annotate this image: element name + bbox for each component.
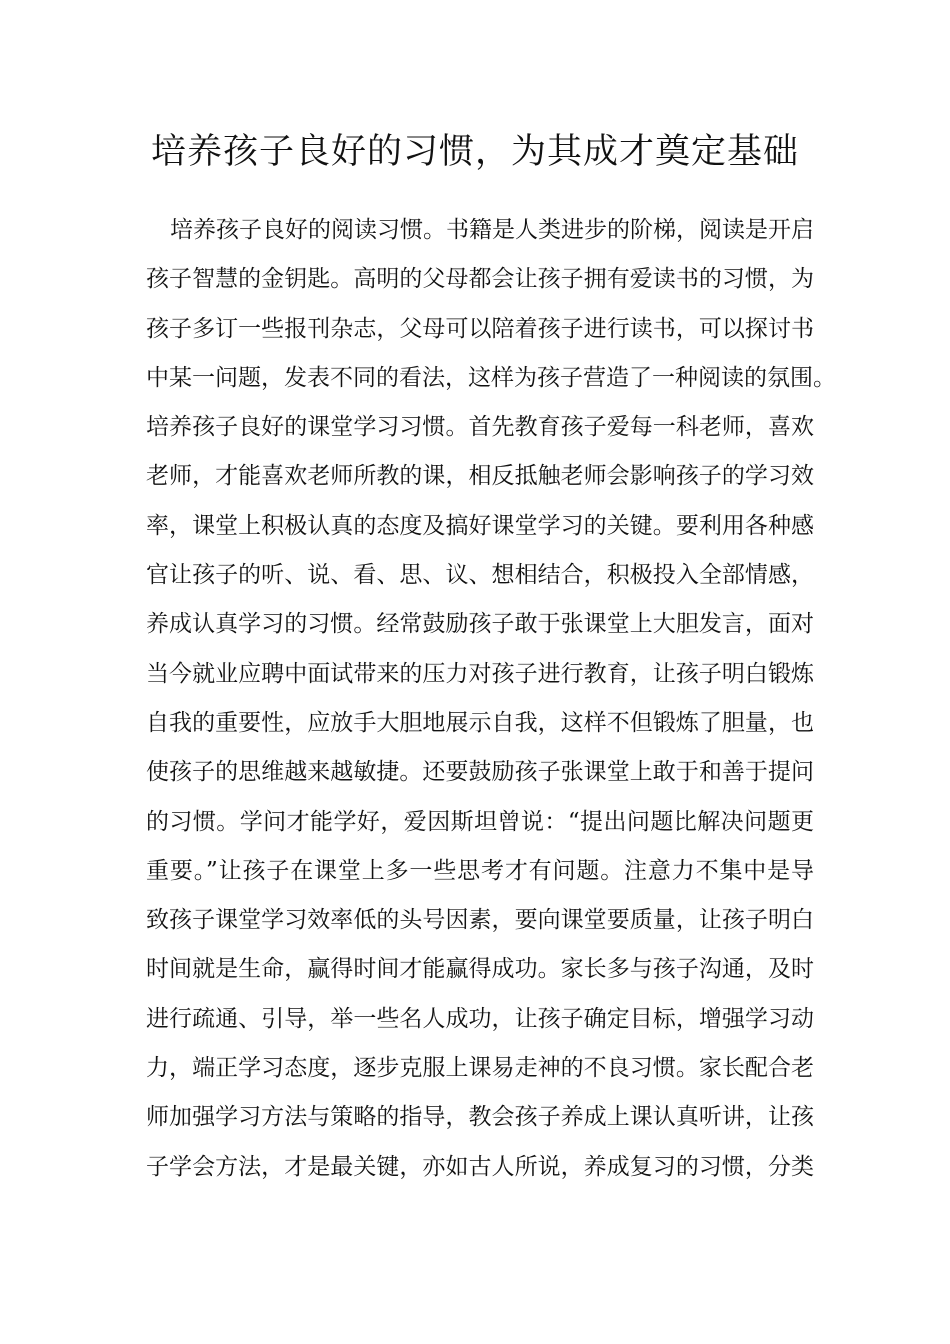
text-line: 培养孩子良好的课堂学习习惯。首先教育孩子爱每一科老师，喜欢: [146, 414, 814, 441]
text-line: 孩子多订一些报刊杂志，父母可以陪着孩子进行读书，可以探讨书: [146, 315, 814, 342]
document-title: 培养孩子良好的习惯，为其成才奠定基础: [150, 132, 799, 172]
text-line: 力，端正学习态度，逐步克服上课易走神的不良习惯。家长配合老: [146, 1055, 814, 1082]
text-line: 子学会方法，才是最关键，亦如古人所说，养成复习的习惯，分类: [146, 1153, 814, 1180]
text-line: 中某一问题，发表不同的看法，这样为孩子营造了一种阅读的氛围。: [146, 364, 836, 391]
text-line: 老师，才能喜欢老师所教的课，相反抵触老师会影响孩子的学习效: [146, 463, 814, 490]
text-line: 的习惯。学问才能学好，爱因斯坦曾说：“提出问题比解决问题更: [146, 808, 814, 835]
document-body: [146, 206, 836, 1192]
text-line: 官让孩子的听、说、看、思、议、想相结合，积极投入全部情感，: [146, 562, 814, 589]
text-line: 致孩子课堂学习效率低的头号因素，要向课堂要质量，让孩子明白: [146, 907, 814, 934]
text-line: 当今就业应聘中面试带来的压力对孩子进行教育，让孩子明白锻炼: [146, 660, 814, 687]
text-line: 培养孩子良好的阅读习惯。书籍是人类进步的阶梯，阅读是开启: [170, 217, 814, 243]
text-line: 进行疏通、引导，举一些名人成功，让孩子确定目标，增强学习动: [146, 1005, 814, 1032]
text-line: 使孩子的思维越来越敏捷。还要鼓励孩子张课堂上敢于和善于提问: [146, 759, 814, 786]
text-line: 自我的重要性，应放手大胆地展示自我，这样不但锻炼了胆量，也: [146, 709, 814, 736]
text-line: 时间就是生命，赢得时间才能赢得成功。家长多与孩子沟通，及时: [146, 956, 814, 983]
text-line: 重要。”让孩子在课堂上多一些思考才有问题。注意力不集中是导: [146, 857, 814, 884]
text-line: 率，课堂上积极认真的态度及搞好课堂学习的关键。要利用各种感: [146, 512, 814, 539]
text-line: 师加强学习方法与策略的指导，教会孩子养成上课认真听讲，让孩: [146, 1104, 814, 1131]
text-line: 养成认真学习的习惯。经常鼓励孩子敢于张课堂上大胆发言，面对: [146, 611, 814, 638]
text-line: 孩子智慧的金钥匙。高明的父母都会让孩子拥有爱读书的习惯，为: [146, 266, 814, 293]
